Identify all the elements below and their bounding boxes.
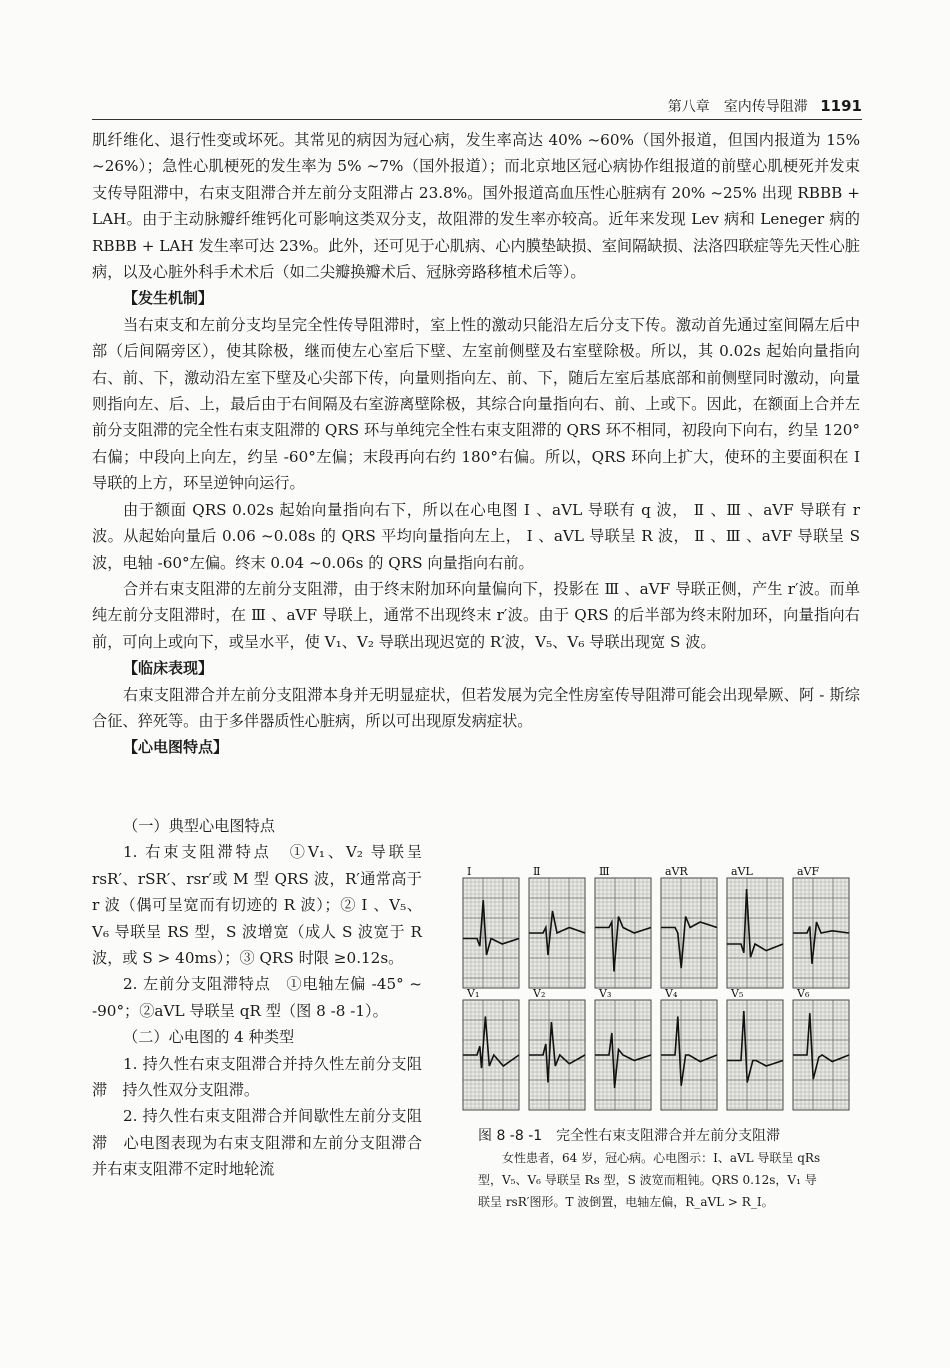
ecg-lead-label: aVF <box>797 865 820 878</box>
paragraph-mechanism: 当右束支和左前分支均呈完全性传导阻滞时，室上性的激动只能沿左后分支下传。激动首先通过室间隔左后中部（后间隔旁区），使其除极，继而使左心室后下壁、左室前侧壁及右室壁除极。所以，其 0.02s 起始向量指向右、前、下，激动沿左室下壁及心尖部下传，向量则指向左、前、下，随后左室后基底部和前侧壁同时激动，向量则指向左、后、上，最后由于右间隔及右室游离壁除极，其综合向量指向右、前、上或下。因此，在额面上合并左前分支阻滞的完全性右束支阻滞的 QRS 环与单纯完全性右束支阻滞的 QRS 环不相同，初段向下向右，约呈 120°右偏；中段向上向左，约呈 -60°左偏；末段再向右约 180°右偏。所以，QRS 环向上扩大，使环的主要面积在 Ⅰ 导联的上方，环呈逆钟向运行。 <box>92 315 860 493</box>
section-heading-ecg: 【心电图特点】 <box>123 738 229 757</box>
chapter-title: 第八章 室内传导阻滞 <box>667 99 808 115</box>
ecg-panel-row2-5 <box>793 987 849 1110</box>
ecg-lead-label: V₅ <box>731 987 744 1000</box>
ecg-lead-label: V₂ <box>533 987 546 1000</box>
ecg-panel-row2-2 <box>595 987 651 1110</box>
ecg-panel-row1-4 <box>727 865 783 988</box>
ecg-lead-label: aVR <box>665 865 688 878</box>
ecg-panel-row2-4 <box>727 987 783 1110</box>
paragraph-clinical: 右束支阻滞合并左前分支阻滞本身并无明显症状，但若发展为完全性房室传导阻滞可能会出现晕厥、阿 - 斯综合征、猝死等。由于多伴器质性心脏病，所以可出现原发病症状。 <box>92 685 860 730</box>
ecg-panel-row1-2 <box>595 865 651 988</box>
paragraph-frontal-vector: 由于额面 QRS 0.02s 起始向量指向右下，所以在心电图 Ⅰ 、aVL 导联有 q 波， Ⅱ 、Ⅲ 、aVF 导联有 r 波。从起始向量后 0.06 ~0.08s 的 QRS 平均向量指向左上， Ⅰ 、aVL 导联呈 R 波， Ⅱ 、Ⅲ 、aVF 导联呈 S 波，电轴 -60°左偏。终末 0.04 ~0.06s 的 QRS 向量指向右前。 <box>92 500 860 572</box>
ecg-lead-label: aVL <box>731 865 753 878</box>
figure-caption <box>478 1125 823 1213</box>
ecg-panel-row1-3 <box>661 865 717 988</box>
subheading-four-types: （二）心电图的 4 种类型 <box>123 1028 295 1047</box>
page-number: 1191 <box>820 97 862 115</box>
ecg-lead-label: V₄ <box>665 987 678 1000</box>
paragraph-etiology: 肌纤维化、退行性变或坏死。其常见的病因为冠心病，发生率高达 40% ~60%（国外报道，但国内报道为 15% ~26%）；急性心肌梗死的发生率为 5% ~7%（国外报道）；而北京地区冠心病协作组报道的前壁心肌梗死并发束支传导阻滞中，右束支阻滞合并左前分支阻滞占 23.8%。国外报道高血压性心脏病有 20% ~25% 出现 RBBB + LAH。由于主动脉瓣纤维钙化可影响这类双分支，故阻滞的发生率亦较高。近年来发现 Lev 病和 Leneger 病的 RBBB + LAH 发生率可达 23%。此外，还可见于心肌病、心内膜垫缺损、室间隔缺损、法洛四联症等先天性心脏病，以及心脏外科手术术后（如二尖瓣换瓣术后、冠脉旁路移植术后等）。 <box>92 131 860 282</box>
paragraph-lah-with-rbbb: 合并右束支阻滞的左前分支阻滞，由于终末附加环向量偏向下，投影在 Ⅲ 、aVF 导联正侧，产生 r′波。而单纯左前分支阻滞时，在 Ⅲ 、aVF 导联上，通常不出现终末 r′波。由于 QRS 的后半部为终末附加环，向量指向右前，可向上或向下，或呈水平，使 V₁、V₂ 导联出现迟宽的 R′波，V₅、V₆ 导联出现宽 S 波。 <box>92 579 860 651</box>
section-heading-clinical: 【临床表现】 <box>123 659 214 678</box>
ecg-features-column <box>92 813 422 1183</box>
ecg-panel-row2-0 <box>463 987 519 1110</box>
ecg-lead-label: Ⅲ <box>599 865 610 878</box>
ecg-lead-label: V₃ <box>599 987 612 1000</box>
paragraph-rbbb-features: 1. 右束支阻滞特点 ①V₁、V₂ 导联呈 rsR′、rSR′、rsr′或 M 型 QRS 波，R′通常高于 r 波（偶可呈宽而有切迹的 R 波）；② Ⅰ 、V₅、V₆ 导联呈 RS 型，S 波增宽（成人 S 波宽于 R 波，或 S > 40ms）；③ QRS 时限 ≥0.12s。 <box>92 843 422 968</box>
ecg-panel-row1-1 <box>529 865 585 988</box>
main-text <box>92 127 860 761</box>
paragraph-type-1: 1. 持久性右束支阻滞合并持久性左前分支阻滞 持久性双分支阻滞。 <box>92 1054 422 1100</box>
ecg-panel-row2-3 <box>661 987 717 1110</box>
ecg-panel-row2-1 <box>529 987 585 1110</box>
ecg-panel-row1-5 <box>793 865 849 988</box>
page-header <box>92 96 862 120</box>
paragraph-lah-features: 2. 左前分支阻滞特点 ①电轴左偏 -45° ~ -90°；②aVL 导联呈 qR 型（图 8 -8 -1）。 <box>92 975 422 1020</box>
ecg-panel-row1-0 <box>463 865 519 988</box>
ecg-lead-label: V₆ <box>797 987 810 1000</box>
ecg-lead-label: Ⅱ <box>533 865 541 878</box>
section-heading-mechanism: 【发生机制】 <box>123 289 214 308</box>
paragraph-type-2: 2. 持久性右束支阻滞合并间歇性左前分支阻滞 心电图表现为右束支阻滞和左前分支阻滞合并右束支阻滞不定时地轮流 <box>92 1107 422 1179</box>
ecg-lead-label: Ⅰ <box>467 865 472 878</box>
figure-caption-note: 女性患者，64 岁，冠心病。心电图示：Ⅰ、aVL 导联呈 qRs 型，V₅、V₆ 导联呈 Rs 型，S 波宽而粗钝。QRS 0.12s，V₁ 导联呈 rsR′图形。T 波倒置，电轴左偏，R_aVL > R_Ⅰ。 <box>478 1151 821 1209</box>
ecg-strips <box>455 862 860 1122</box>
subheading-typical: （一）典型心电图特点 <box>123 817 275 835</box>
figure-caption-title: 图 8 -8 -1 完全性右束支阻滞合并左前分支阻滞 <box>478 1128 781 1144</box>
ecg-lead-label: V₁ <box>467 987 480 1000</box>
